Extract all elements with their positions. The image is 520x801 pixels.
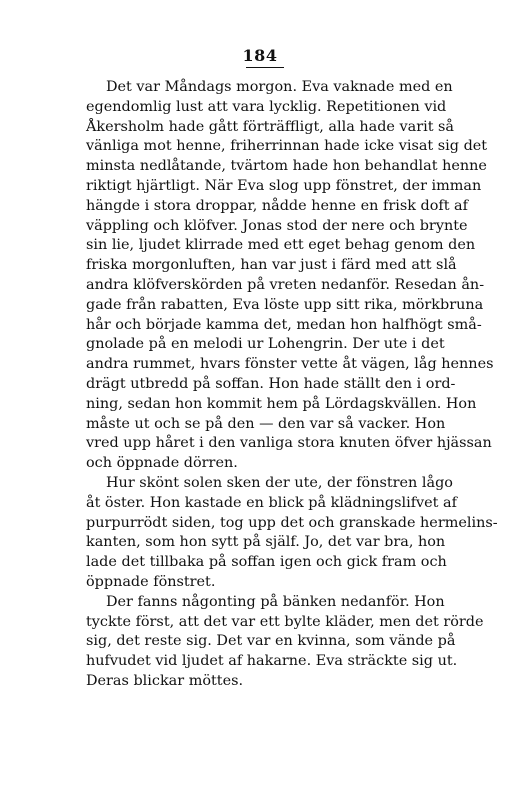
text-line: vänliga mot henne, friherrinnan hade icke visat sig det bbox=[86, 138, 488, 155]
text-line: hår och började kamma det, medan hon halfhögt små- bbox=[86, 316, 482, 333]
text-line: måste ut och se på den — den var så vacker. Hon bbox=[86, 415, 446, 432]
text-line: minsta nedlåtande, tvärtom hade hon behandlat henne bbox=[86, 158, 487, 175]
text-line: tyckte först, att det var ett bylte kläder, men det rörde bbox=[86, 613, 484, 630]
text-line: andra klöfverskörden på vreten nedanför. Resedan ån- bbox=[86, 276, 485, 293]
text-line: Deras blickar möttes. bbox=[86, 672, 244, 689]
text-line: ning, sedan hon kommit hem på Lördagskvällen. Hon bbox=[86, 395, 477, 412]
text-line: gnolade på en melodi ur Lohengrin. Der ute i det bbox=[86, 336, 445, 353]
text-line: och öppnade dörren. bbox=[86, 455, 238, 472]
text-line: egendomlig lust att vara lycklig. Repetitionen vid bbox=[86, 98, 447, 115]
text-line: vred upp håret i den vanliga stora knuten öfver hjässan bbox=[86, 435, 492, 452]
text-line: öppnade fönstret. bbox=[86, 573, 216, 590]
text-line: friska morgonluften, han var just i färd med att slå bbox=[86, 257, 457, 274]
page-number-rule bbox=[246, 67, 284, 68]
text-line: hufvudet vid ljudet af hakarne. Eva sträckte sig ut. bbox=[86, 653, 458, 670]
text-line: Det var Måndags morgon. Eva vaknade med en bbox=[106, 79, 453, 95]
text-line: sin lie, ljudet klirrade med ett eget behag genom den bbox=[86, 237, 476, 254]
text-line: andra rummet, hvars fönster vette åt vägen, låg hennes bbox=[86, 356, 494, 373]
text-line: purpurrödt siden, tog upp det och granskade hermelins- bbox=[86, 514, 498, 531]
text-line: Der fanns någonting på bänken nedanför. Hon bbox=[106, 593, 445, 610]
text-line: sig, det reste sig. Det var en kvinna, som vände på bbox=[86, 633, 456, 650]
text-line: hängde i stora droppar, nådde henne en frisk doft af bbox=[86, 197, 468, 214]
text-line: väppling och klöfver. Jonas stod der nere och brynte bbox=[86, 217, 468, 234]
text-line: åt öster. Hon kastade en blick på klädningslifvet af bbox=[86, 494, 457, 511]
text-line: Hur skönt solen sken der ute, der fönstren lågo bbox=[106, 474, 453, 491]
page-text bbox=[86, 78, 498, 692]
text-line: drägt utbredd på soffan. Hon hade ställt den i ord- bbox=[86, 375, 456, 392]
text-line: kanten, som hon sytt på själf. Jo, det var bra, hon bbox=[86, 534, 446, 551]
text-line: gade från rabatten, Eva löste upp sitt rika, mörkbruna bbox=[86, 296, 484, 313]
page-number: 184 bbox=[242, 46, 278, 65]
text-line: lade det tillbaka på soffan igen och gick fram och bbox=[86, 554, 447, 571]
text-line: Åkersholm hade gått förträffligt, alla hade varit så bbox=[86, 118, 455, 135]
text-line: riktigt hjärtligt. När Eva slog upp fönstret, der imman bbox=[86, 177, 482, 194]
